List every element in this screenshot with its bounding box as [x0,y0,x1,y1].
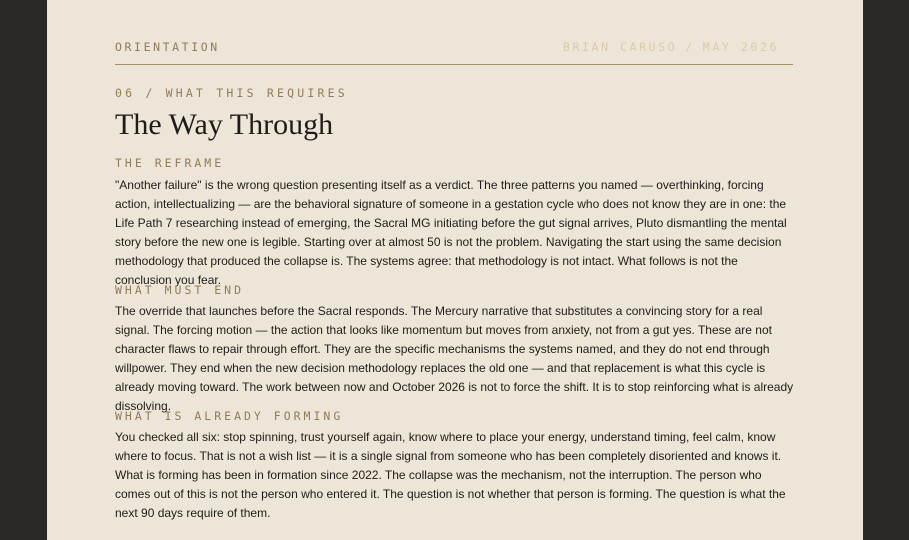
block-label-forming: WHAT IS ALREADY FORMING [115,409,344,423]
page-title: The Way Through [115,108,334,141]
header-section-label: ORIENTATION [115,40,220,54]
block-text-reframe: "Another failure" is the wrong question presenting itself as a verdict. The three patterns you named — overthinking, forcing action, intellectualizing — are the behavioral signature of someone in a gestation cycle who does not know they are in one: the Life Path 7 researching instead of emerging, the Sacral MG initiating before the gut signal arrives, Pluto dismantling the mental story before the new one is legible. Starting over at almost 50 is not the problem. Navigating the start using the same decision methodology that produced the collapse is. The systems agree: that methodology is not intact. What follows is not the conclusion you fear. [115,178,787,287]
document-page [47,0,863,540]
header-author: BRIAN CARUSO [562,40,678,54]
block-label-reframe: THE REFRAME [115,156,225,170]
block-text-forming: You checked all six: stop spinning, trust yourself again, know where to place your energy, understand timing, feel calm, know where to focus. That is not a wish list — it is a single signal from someone who has been completely disoriented and knows it. What is forming has been in formation since 2022. The collapse was the mechanism, not the interruption. The person who comes out of this is not the person who entered it. The question is not whether that person is forming. The question is what the next 90 days require of them. [115,430,786,520]
left-frame [0,0,47,540]
block-text-must-end: The override that launches before the Sacral responds. The Mercury narrative that substitutes a convincing story for a real signal. The forcing motion — the action that looks like momentum but moves from anxiety, not from a gut yes. These are not character flaws to repair through effort. They are the specific mechanisms the systems named, and they do not end through willpower. They end when the new decision methodology replaces the old one — and that replacement is what this cycle is already moving toward. The work between now and October 2026 is not to force the shift. It is to stop reinforcing what is already dissolving. [115,304,794,413]
right-frame [863,0,909,540]
header-date: MAY 2026 [702,40,779,54]
header-meta [563,40,779,54]
section-number-label: 06 / WHAT THIS REQUIRES [115,86,348,100]
page-header [115,40,793,65]
block-label-must-end: WHAT MUST END [115,283,245,297]
header-separator: / [685,40,695,54]
